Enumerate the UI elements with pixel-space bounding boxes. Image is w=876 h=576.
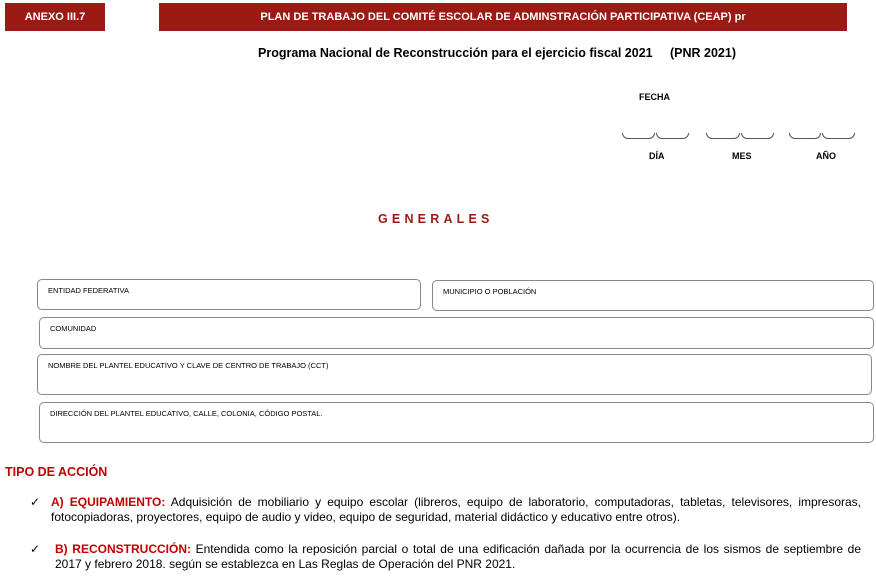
annex-text: ANEXO III.7 xyxy=(24,11,86,23)
equipamiento-heading: A) EQUIPAMIENTO: xyxy=(51,495,166,509)
day-label: DÍA xyxy=(649,151,665,161)
reconstruccion-text: Entendida como la reposición parcial o total de una edificación dañada por la ocurrencia de los sismos de septiembre de 2017 y febrero 2018. según se establezca en Las Reglas de Operación del PNR 2021. xyxy=(55,542,861,571)
comunidad-field[interactable] xyxy=(39,317,874,349)
municipio-field[interactable] xyxy=(432,280,874,311)
plantel-label: NOMBRE DEL PLANTEL EDUCATIVO Y CLAVE DE CENTRO DE TRABAJO (CCT) xyxy=(48,361,329,370)
comunidad-label: COMUNIDAD xyxy=(50,324,97,333)
tipo-accion-title: TIPO DE ACCIÓN xyxy=(5,465,108,479)
check-icon: ✓ xyxy=(30,542,41,556)
form-title-bar xyxy=(159,3,847,31)
municipio-label: MUNICIPIO O POBLACIÓN xyxy=(443,287,537,296)
list-item xyxy=(55,542,861,572)
annex-label xyxy=(5,3,105,31)
direccion-label: DIRECCIÓN DEL PLANTEL EDUCATIVO, CALLE, COLONIA, CÓDIGO POSTAL. xyxy=(50,409,323,418)
list-item xyxy=(51,495,861,525)
month-label: MES xyxy=(732,151,752,161)
date-label: FECHA xyxy=(639,92,670,102)
section-generales-title: GENERALES xyxy=(378,212,494,226)
equipamiento-text: Adquisición de mobiliario y equipo escolar (libreros, equipo de laboratorio, computadoras, tabletas, televisores, impresoras, fotocopiadoras, proyectores, equipo de audio y video, equipo de seguridad, material didáctico y educativo entre otros). xyxy=(51,495,862,524)
month-field-1[interactable] xyxy=(706,133,740,139)
reconstruccion-heading: B) RECONSTRUCCIÓN: xyxy=(55,542,191,556)
year-field-2[interactable] xyxy=(822,133,855,139)
direccion-field[interactable] xyxy=(39,402,874,443)
year-field-1[interactable] xyxy=(789,133,821,139)
check-icon: ✓ xyxy=(30,495,41,509)
day-field-1[interactable] xyxy=(622,133,655,139)
program-subtitle: Programa Nacional de Reconstrucción para el ejercicio fiscal 2021 (PNR 2021) xyxy=(258,46,736,60)
month-field-2[interactable] xyxy=(741,133,774,139)
entidad-federativa-label: ENTIDAD FEDERATIVA xyxy=(48,286,129,295)
form-title: PLAN DE TRABAJO DEL COMITÉ ESCOLAR DE ADMINSTRACIÓN PARTICIPATIVA (CEAP) pr xyxy=(260,11,746,23)
plantel-field[interactable] xyxy=(37,354,872,395)
day-field-2[interactable] xyxy=(656,133,689,139)
entidad-federativa-field[interactable] xyxy=(37,279,421,310)
year-label: AÑO xyxy=(816,151,836,161)
